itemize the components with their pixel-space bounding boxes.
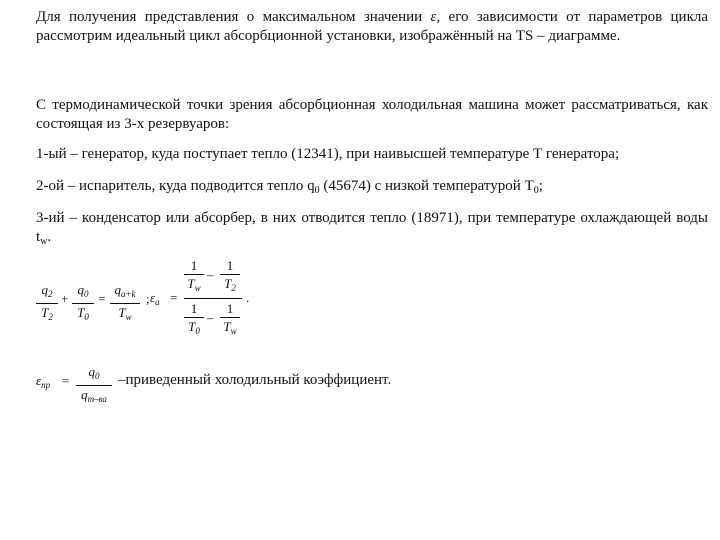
formula-entropy-balance (36, 282, 156, 324)
reservoirs-text: С термодинамической точки зрения абсорбционная холодильная машина может рассматриваться, как состоящая из 3-х резервуаров: (36, 97, 708, 132)
epsilon-symbol: ε (430, 9, 437, 25)
fraction-compound (184, 258, 242, 339)
fraction-1-T2: 1 $T_2$ (220, 258, 240, 296)
fraction-1-Tw: 1 $T_w$ (184, 258, 204, 296)
evaporator-text-b: (45674) с низкой температурой Т (319, 178, 534, 194)
denominator-group (184, 301, 242, 339)
intro-text-start: Для получения представления о максимальном значении (36, 9, 431, 25)
condenser-sub: w (40, 236, 48, 247)
evaporator-sub-2: 0 (533, 185, 539, 196)
paragraph-evaporator (36, 177, 708, 200)
epsilon-pr-symbol: $\varepsilon_{пр}$ (36, 373, 51, 390)
condenser-text-a: 3-ий – конденсатор или абсорбер, в них отводится тепло (18971), при температуре охлаждающей воды t (36, 210, 708, 245)
evaporator-text-c: ; (538, 178, 543, 194)
equals-sign: = (170, 290, 178, 305)
paragraph-condenser (36, 209, 708, 251)
minus-sign: – (207, 310, 214, 325)
formula-epsilon-a (150, 258, 260, 348)
paragraph-intro (36, 8, 708, 46)
main-fraction-bar (184, 298, 242, 299)
numerator-group (184, 258, 242, 296)
equals-sign: = (98, 291, 106, 306)
equals-sign: = (62, 373, 70, 388)
condenser-text-b: . (47, 229, 52, 245)
paragraph-generator (36, 145, 708, 164)
formula-reduced-coefficient (36, 364, 456, 406)
fraction-q0-qtva: $q_0$ $q_{т-ва}$ (76, 364, 112, 407)
generator-text: 1-ый – генератор, куда поступает тепло (12341), при наивысшей температуре Т генератора; (36, 146, 620, 162)
fraction-q0-T0: $q_0$ $T_0$ (72, 282, 94, 325)
coefficient-description: –приведенный холодильный коэффициент. (118, 372, 392, 388)
evaporator-text-a: 2-ой – испаритель, куда подводится тепло q (36, 178, 315, 194)
fraction-q2-T2: $q_2$ $T_2$ (36, 282, 58, 325)
intro-text-end: , его зависимости от параметров цикла рассмотрим идеальный цикл абсорбционной установки, изображённый на TS – диаграмме. (36, 9, 709, 44)
fraction-1-T0: 1 $T_0$ (184, 301, 204, 339)
fraction-1-Tw-2: 1 $T_w$ (220, 301, 240, 339)
period: . (246, 290, 250, 305)
semicolon: ; (146, 291, 150, 306)
minus-sign: – (207, 267, 214, 282)
evaporator-sub-1: 0 (314, 185, 320, 196)
fraction-qak-Tw: $q_{a+k}$ $T_w$ (110, 282, 140, 325)
plus-sign: + (61, 291, 69, 306)
epsilon-a-symbol: $\varepsilon_a$ (150, 290, 160, 307)
paragraph-reservoirs (36, 96, 708, 134)
